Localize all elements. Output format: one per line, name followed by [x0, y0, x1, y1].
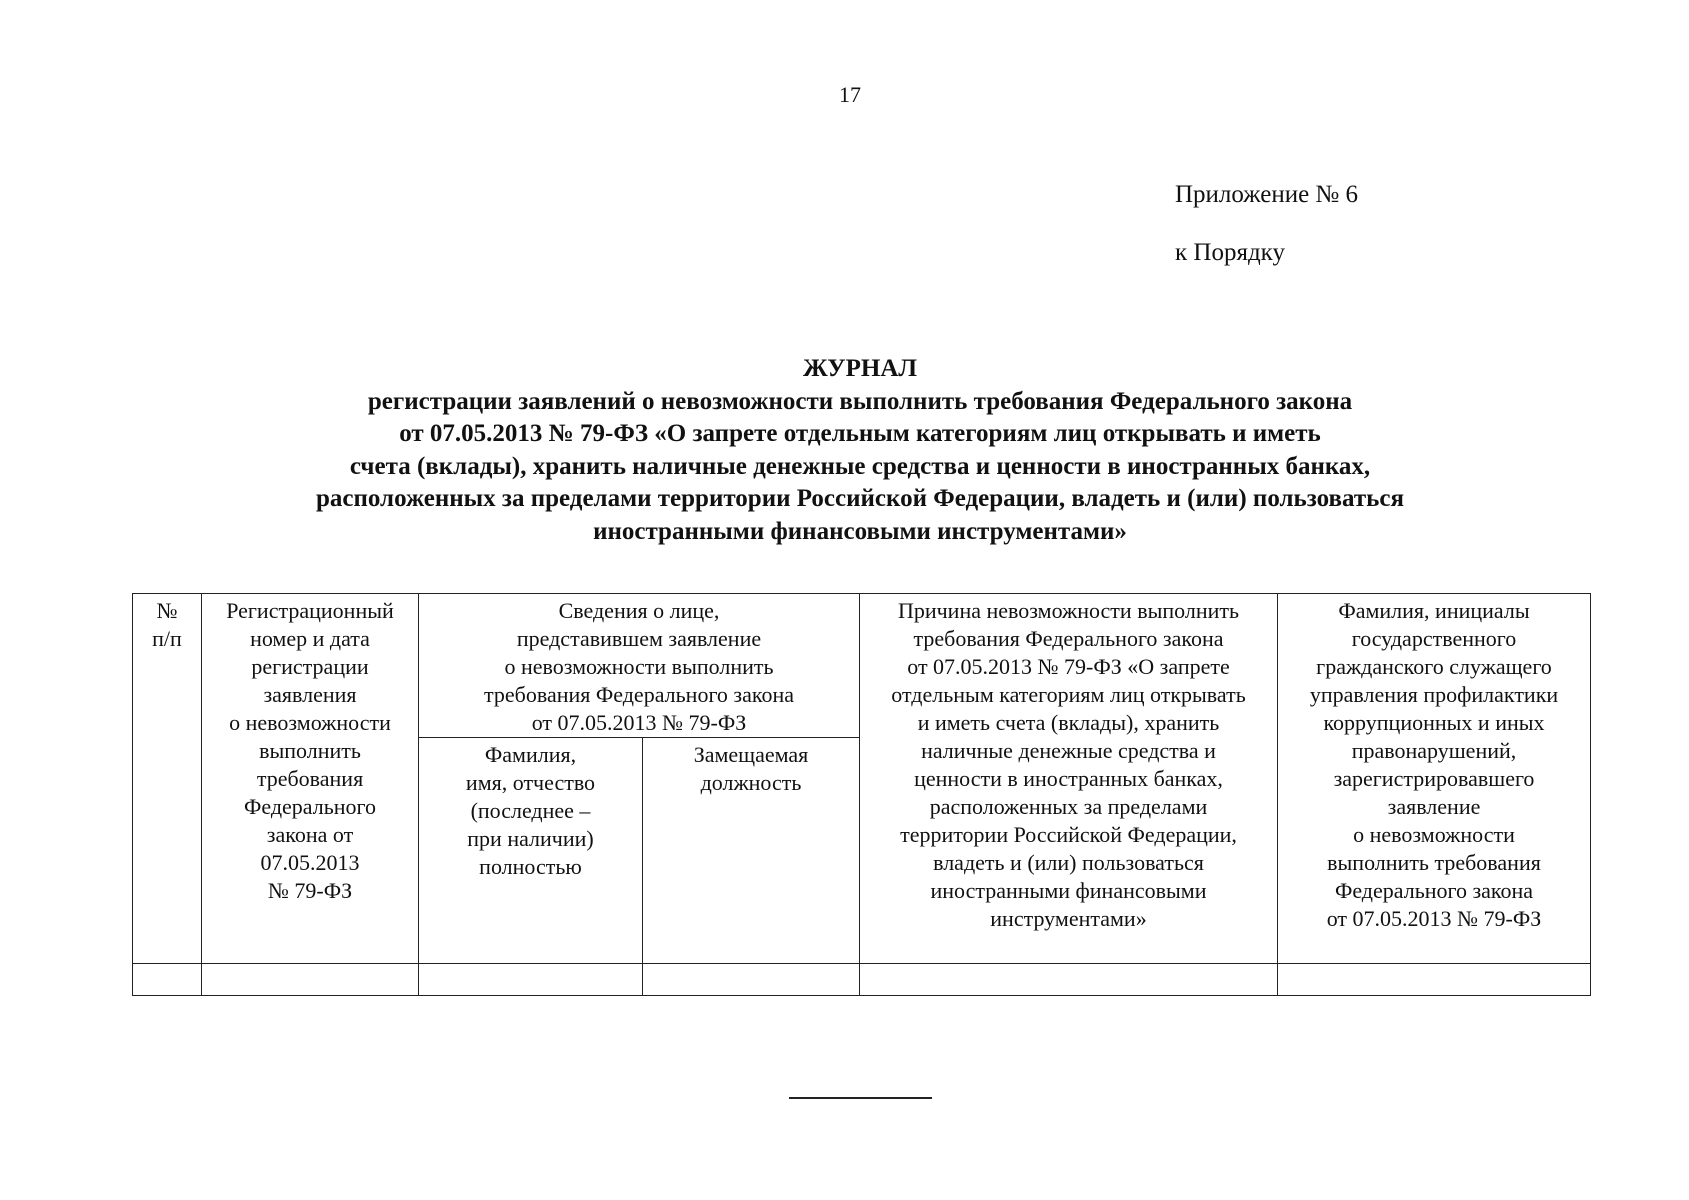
header-registration: Регистрационный номер и дата регистрации заявления о невозможности выполнить требования Федерального закона от 07.05.2013 № 79-ФЗ: [202, 594, 419, 964]
table-header-row: [133, 594, 1591, 738]
appendix-number: Приложение № 6: [1175, 181, 1359, 208]
table-cell: [860, 964, 1278, 996]
table-cell: [202, 964, 419, 996]
table-cell: [419, 964, 643, 996]
header-reason: Причина невозможности выполнить требования Федерального закона от 07.05.2013 № 79-ФЗ «О запрете отдельным категориям лиц открывать и иметь счета (вклады), хранить наличные денежные средства и ценности в иностранных банках, расположенных за пределами территории Российской Федерации, владеть и (или) пользоваться иностранными финансовыми инструментами»: [860, 594, 1278, 964]
title-subtitle: регистрации заявлений о невозможности выполнить требования Федерального закона от 07.05.2013 № 79-ФЗ «О запрете отдельным категориям лиц открывать и иметь счета (вклады), хранить наличные денежные средства и ценности в иностранных банках, расположенных за пределами территории Российской Федерации, владеть и (или) пользоваться иностранными финансовыми инструментами»: [315, 387, 1404, 545]
table-cell: [133, 964, 202, 996]
header-number: № п/п: [133, 594, 202, 964]
page-number: 17: [839, 82, 861, 107]
journal-table: [132, 593, 1591, 996]
footer-divider: [789, 1097, 932, 1099]
header-person-info: Сведения о лице, представившем заявление о невозможности выполнить требования Федерального закона от 07.05.2013 № 79-ФЗ: [419, 594, 860, 738]
header-person-name: Фамилия, имя, отчество (последнее – при наличии) полностью: [419, 738, 643, 964]
appendix-reference: [1175, 182, 1358, 265]
title-heading: ЖУРНАЛ: [802, 355, 918, 382]
header-officer: Фамилия, инициалы государственного гражданского служащего управления профилактики коррупционных и иных правонарушений, зарегистрировавшего заявление о невозможности выполнить требования Федерального закона от 07.05.2013 № 79-ФЗ: [1278, 594, 1591, 964]
table-cell: [643, 964, 860, 996]
table-cell: [1278, 964, 1591, 996]
table-row: [133, 964, 1591, 996]
header-person-position: Замещаемая должность: [643, 738, 860, 964]
appendix-target: к Порядку: [1175, 239, 1285, 266]
document-title: [0, 353, 1689, 548]
